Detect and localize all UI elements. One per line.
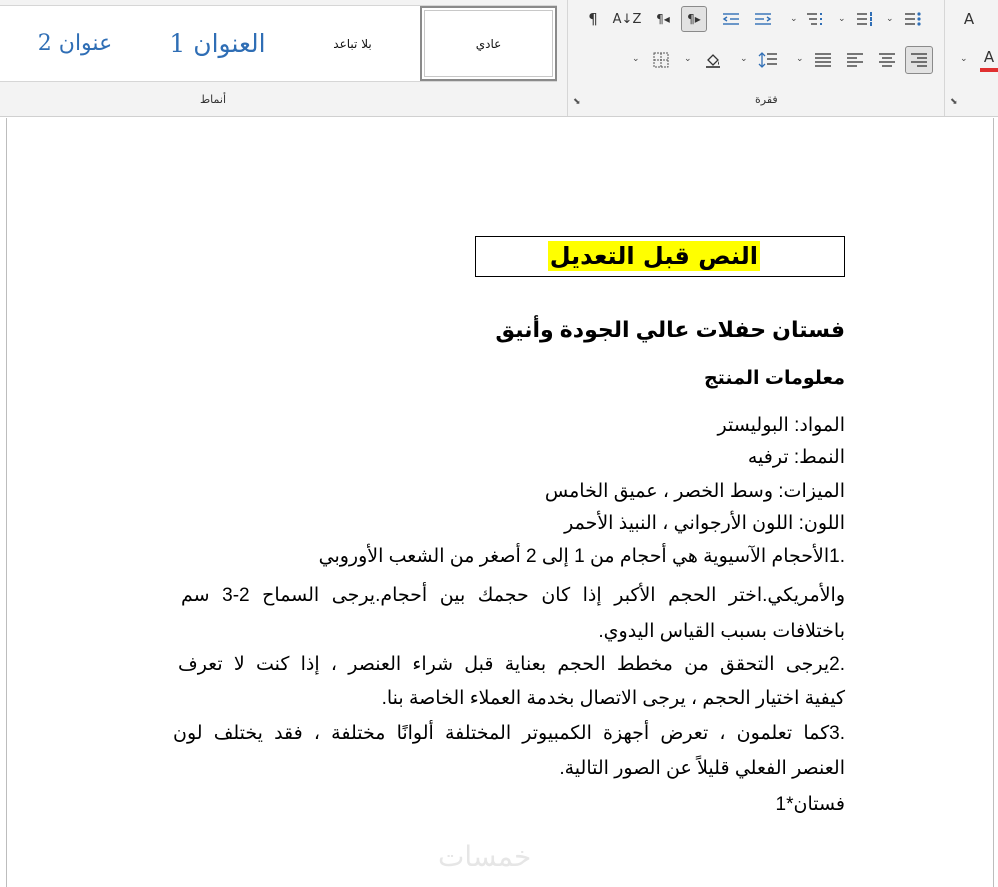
font-color-icon: A [983, 48, 995, 66]
group-separator [944, 0, 945, 116]
justify-button[interactable] [810, 47, 836, 73]
style-heading-1[interactable] [150, 6, 285, 81]
style-normal-label: عادي [475, 36, 502, 51]
bullet-list-icon [904, 11, 922, 27]
font-color-button[interactable] [976, 44, 998, 70]
align-center-icon [878, 52, 896, 68]
group-separator [567, 0, 568, 116]
doc-line: الميزات: وسط الخصر ، عميق الخامس [544, 481, 845, 502]
line-spacing-icon [758, 51, 778, 69]
multilevel-list-icon [806, 11, 824, 27]
pilcrow-icon: ¶ [588, 10, 598, 28]
align-right-icon [910, 52, 928, 68]
shading-bucket-icon [704, 51, 722, 69]
font-color-bar [980, 68, 998, 72]
line-spacing-button[interactable] [755, 47, 781, 73]
style-normal[interactable] [420, 6, 557, 81]
sort-icon: A↓Z [612, 11, 642, 27]
align-left-button[interactable] [842, 47, 868, 73]
sort-button[interactable] [614, 6, 640, 32]
style-heading-2[interactable] [0, 6, 150, 81]
increase-indent-button[interactable] [750, 6, 776, 32]
rtl-direction-button[interactable] [681, 6, 707, 32]
numbered-list-icon [856, 11, 874, 27]
decrease-indent-icon [722, 12, 740, 26]
chevron-down-icon[interactable]: ⌄ [838, 14, 846, 24]
chevron-down-icon[interactable]: ⌄ [632, 54, 640, 64]
rtl-paragraph-icon: ¶▸ [687, 12, 701, 26]
align-left-icon [846, 52, 864, 68]
paragraph-group-label: فقرة [755, 93, 778, 106]
doc-line: النمط: ترفيه [747, 447, 845, 468]
doc-line: المواد: البوليستر [717, 415, 845, 436]
chevron-down-icon[interactable]: ⌄ [796, 54, 804, 64]
doc-line: فستان*1 [775, 794, 845, 815]
doc-line: .3كما تعلمون ، تعرض أجهزة الكمبيوتر المختلفة ألوانًا مختلفة ، فقد يختلف لون [173, 723, 845, 744]
product-info-heading: معلومات المنتج [703, 368, 845, 389]
borders-button[interactable] [648, 47, 674, 73]
text-effects-icon: A [963, 10, 975, 28]
chevron-down-icon[interactable]: ⌄ [790, 14, 798, 24]
doc-line: .2يرجى التحقق من مخطط الحجم بعناية قبل شراء العنصر ، إذا كنت لا تعرف [178, 654, 845, 675]
style-heading-2-label: عنوان 2 [37, 31, 113, 56]
page-left-edge [6, 118, 7, 887]
multilevel-list-button[interactable] [802, 6, 828, 32]
doc-line: .1الأحجام الآسيوية هي أحجام من 1 إلى 2 أصغر من الشعب الأوروبي [318, 546, 845, 567]
style-no-spacing[interactable] [285, 6, 420, 81]
document-title: النص قبل التعديل [549, 242, 758, 270]
bullets-button[interactable] [900, 6, 926, 32]
title-frame [475, 236, 845, 277]
styles-dialog-launcher-icon[interactable]: ⬊ [573, 97, 581, 107]
borders-icon [653, 52, 669, 68]
align-right-button[interactable] [905, 46, 933, 74]
style-normal-frame [424, 10, 553, 77]
style-no-spacing-label: بلا تباعد [333, 36, 372, 51]
chevron-down-icon[interactable]: ⌄ [960, 54, 968, 64]
ribbon [0, 0, 998, 117]
numbering-button[interactable] [852, 6, 878, 32]
show-formatting-marks-button[interactable] [580, 6, 606, 32]
paragraph-dialog-launcher-icon[interactable]: ⬊ [950, 97, 958, 107]
doc-line: اللون: اللون الأرجواني ، النبيذ الأحمر [564, 513, 845, 534]
shading-button[interactable] [700, 47, 726, 73]
styles-group-label: أنماط [200, 93, 227, 106]
align-center-button[interactable] [874, 47, 900, 73]
page-right-edge [993, 118, 994, 887]
chevron-down-icon[interactable]: ⌄ [684, 54, 692, 64]
chevron-down-icon[interactable]: ⌄ [886, 14, 894, 24]
decrease-indent-button[interactable] [718, 6, 744, 32]
chevron-down-icon[interactable]: ⌄ [740, 54, 748, 64]
watermark: خمسات [438, 840, 532, 873]
ltr-paragraph-icon: ¶◂ [656, 12, 670, 26]
ltr-direction-button[interactable] [650, 6, 676, 32]
align-justify-icon [814, 52, 832, 68]
text-effects-button[interactable] [956, 6, 982, 32]
doc-line: والأمريكي.اختر الحجم الأكبر إذا كان حجمك بين أحجام.يرجى السماح 2-3 سم [181, 585, 845, 606]
doc-line: كيفية اختيار الحجم ، يرجى الاتصال بخدمة العملاء الخاصة بنا. [381, 688, 845, 709]
style-heading-1-label: العنوان 1 [169, 29, 266, 58]
document-canvas[interactable] [0, 117, 998, 887]
styles-gallery [0, 5, 557, 82]
increase-indent-icon [754, 12, 772, 26]
doc-line: باختلافات بسبب القياس اليدوي. [598, 621, 845, 642]
product-heading: فستان حفلات عالي الجودة وأنيق [495, 317, 845, 342]
doc-line: العنصر الفعلي قليلاً عن الصور التالية. [559, 758, 845, 779]
